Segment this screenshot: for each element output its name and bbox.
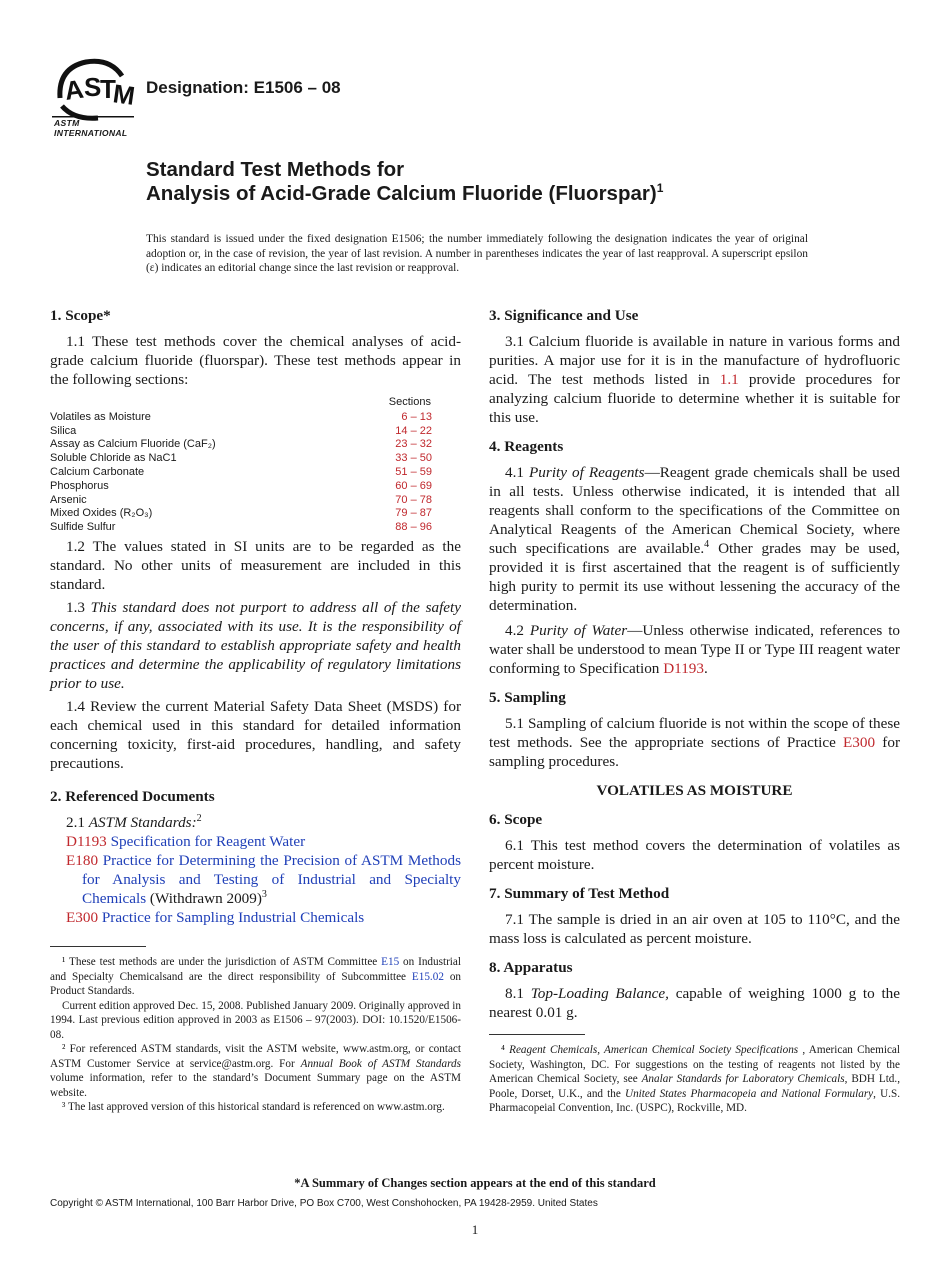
paragraph-1-1: 1.1 These test methods cover the chemical analyses of acid-grade calcium fluoride (fluorspar). These test methods appear in the following sections: <box>50 333 461 388</box>
document-title <box>146 158 846 206</box>
paragraph-1-4: 1.4 Review the current Material Safety Data Sheet (MSDS) for each chemical used in this standard for detailed information concerning toxicity, first-aid procedures, handling, and safety precautions. <box>50 697 461 772</box>
svg-text:S: S <box>84 72 102 102</box>
table-row: Arsenic 70 – 78 <box>50 493 432 506</box>
title-footnote-marker: 1 <box>656 181 664 196</box>
table-row: Volatiles as Moisture 6 – 13 <box>50 410 432 423</box>
section-heading-reagents: 4. Reagents <box>489 438 564 455</box>
paragraph-8-1: 8.1 Top-Loading Balance, capable of weighing 1000 g to the nearest 0.01 g. <box>489 985 901 1021</box>
reference-title-link[interactable]: Specification for Reagent Water <box>110 832 306 850</box>
astm-logo <box>52 54 137 138</box>
paragraph-3-1: 3.1 Calcium fluoride is available in nature in various forms and purities. A major use for it is in the manufacture of hydrofluoric acid. The test methods listed in 1.1 provide procedures for analyzing calcium fluoride to determine whether it is suitable for this use. <box>489 333 901 426</box>
reference-code-link[interactable]: D1193 <box>66 832 107 850</box>
part-heading-volatiles: VOLATILES AS MOISTURE <box>596 782 793 799</box>
committee-link[interactable]: E15 <box>381 956 400 968</box>
footnote-3: ³ The last approved version of this historical standard is referenced on www.astm.org. <box>62 1101 445 1113</box>
section-range-link[interactable]: 51 – 59 <box>395 465 432 478</box>
section-heading-scope: 1. Scope* <box>50 307 111 324</box>
left-column <box>50 306 461 927</box>
section-heading-scope-6: 6. Scope <box>489 811 543 828</box>
table-row: Assay as Calcium Fluoride (CaF₂) 23 – 32 <box>50 438 432 451</box>
footnote-divider <box>489 1034 585 1035</box>
svg-text:T: T <box>100 74 116 104</box>
right-column <box>489 306 900 1022</box>
title-line-1: Standard Test Methods for <box>146 158 405 181</box>
subcommittee-link[interactable]: E15.02 <box>411 970 444 983</box>
section-range-link[interactable]: 60 – 69 <box>395 479 432 492</box>
e300-link[interactable]: E300 <box>843 734 876 751</box>
paragraph-7-1: 7.1 The sample is dried in an air oven at 105 to 110°C, and the mass loss is calculated as percent moisture. <box>489 911 900 947</box>
designation: Designation: E1506 – 08 <box>146 78 341 97</box>
table-row: Soluble Chloride as NaC1 33 – 50 <box>50 452 432 465</box>
paragraph-6-1: 6.1 This test method covers the determination of volatiles as percent moisture. <box>489 837 900 873</box>
footnote-edition: Current edition approved Dec. 15, 2008. Published January 2009. Originally approved in 1994. Last previous edition approved in 2003 as E1506 – 97(2003). DOI: 10.1520/E1506-08. <box>50 999 461 1041</box>
copyright: Copyright © ASTM International, 100 Barr Harbor Drive, PO Box C700, West Conshohocken, PA 19428-2959. United States <box>50 1198 598 1209</box>
footnote-1: ¹ These test methods are under the jurisdiction of ASTM Committee E15 on Industrial and Specialty Chemicalsand are the direct responsibility of Subcommittee E15.02 on Product Standards. <box>50 956 462 997</box>
section-range-link[interactable]: 88 – 96 <box>395 521 432 534</box>
page-number: 1 <box>471 1222 479 1237</box>
section-heading-apparatus: 8. Apparatus <box>489 959 573 976</box>
table-row: Sulfide Sulfur 88 – 96 <box>50 521 432 534</box>
footnotes-right <box>489 1034 900 1116</box>
reference-title-link[interactable]: Practice for Sampling Industrial Chemicals <box>101 908 365 926</box>
d1193-link[interactable]: D1193 <box>663 660 704 677</box>
section-range-link[interactable]: 6 – 13 <box>401 410 432 423</box>
reference-item <box>50 908 461 927</box>
footnote-divider <box>50 946 146 947</box>
paragraph-2-1: 2.1 ASTM Standards:$^2$ <box>66 812 202 831</box>
issued-note: This standard is issued under the fixed designation E1506; the number immediately following the designation indicates the year of original adoption or, in the case of revision, the year of last revision. A number in parentheses indicates the year of last reapproval. A superscript epsilon (ε) indicates an editorial change since the last revision or reapproval. <box>146 233 808 275</box>
reference-title-link[interactable]: Practice for Determining the Precision of ASTM Methods for Analysis and Testing of Industrial and Specialty Chemicals <box>82 851 462 907</box>
footnote-2: ² For referenced ASTM standards, visit the ASTM website, www.astm.org, or contact ASTM Customer Service at service@astm.org. For Annual Book of ASTM Standards volume information, refer to the standard’s Document Summary page on the ASTM website. <box>50 1043 461 1099</box>
section-range-link[interactable]: 33 – 50 <box>395 452 432 465</box>
svg-text:A: A <box>62 73 86 106</box>
section-heading-sampling: 5. Sampling <box>489 689 566 706</box>
section-range-link[interactable]: 14 – 22 <box>395 424 432 437</box>
table-row: Silica 14 – 22 <box>50 424 432 437</box>
sections-table <box>50 395 432 535</box>
paragraph-4-2: 4.2 Purity of Water—Unless otherwise indicated, references to water shall be understood to mean Type II or Type III reagent water conforming to Specification D1193. <box>489 622 901 677</box>
footnote-4: ⁴ Reagent Chemicals, American Chemical Society Specifications , American Chemical Society, Washington, DC. For suggestions on the testing of reagents not listed by the American Chemical Society, see Analar Standards for Laboratory Chemicals, BDH Ltd., Poole, Dorset, U.K., and the United States Pharmacopeia and National Formulary, U.S. Pharmacopeial Convention, Inc. (USPC), Rockville, MD. <box>489 1044 900 1114</box>
title-line-2: Analysis of Acid-Grade Calcium Fluoride (Fluorspar)$^1$ <box>146 181 664 205</box>
sections-header: Sections <box>388 396 431 408</box>
reference-item: E180 Practice for Determining the Precision of ASTM Methods for Analysis and Testing of Industrial and Specialty Chemicals (Withdrawn 2009)$^3$ <box>66 851 462 907</box>
section-range-link[interactable]: 23 – 32 <box>395 438 432 451</box>
section-heading-summary: 7. Summary of Test Method <box>489 885 670 902</box>
section-range-link[interactable]: 70 – 78 <box>395 493 432 506</box>
paragraph-5-1: 5.1 Sampling of calcium fluoride is not within the scope of these test methods. See the appropriate sections of Practice E300 for sampling procedures. <box>489 715 900 770</box>
table-row: Mixed Oxides (R₂O₃) 79 – 87 <box>50 507 432 520</box>
summary-of-changes-note: *A Summary of Changes section appears at the end of this standard <box>294 1176 656 1190</box>
paragraph-1-3: 1.3 This standard does not purport to address all of the safety concerns, if any, associated with its use. It is the responsibility of the user of this standard to establish appropriate safety and health practices and determine the applicability of regulatory limitations prior to use. <box>50 598 462 692</box>
paragraph-4-1: 4.1 Purity of Reagents—Reagent grade chemicals shall be used in all tests. Unless otherwise indicated, it is intended that all reagents shall conform to the specifications of the Committee on Analytical Reagents of the American Chemical Society, where such specifications are available.$^4$ Other grades may be used, provided it is first ascertained that the reagent is of sufficiently high purity to permit its use without lessening the accuracy of the determination. <box>489 464 901 614</box>
reference-item <box>50 832 461 851</box>
section-heading-referenced-documents: 2. Referenced Documents <box>50 787 215 805</box>
paragraph-1-2: 1.2 The values stated in SI units are to be regarded as the standard. No other units of measurement are included in this standard. <box>50 537 461 593</box>
reference-code-link[interactable]: E300 <box>66 908 99 926</box>
section-1-1-link[interactable]: 1.1 <box>719 371 739 388</box>
section-range-link[interactable]: 79 – 87 <box>395 507 432 520</box>
logo-text: ASTM INTERNATIONAL <box>54 118 128 138</box>
footnotes-left <box>50 946 461 1115</box>
table-row: Phosphorus 60 – 69 <box>50 479 432 492</box>
section-heading-significance: 3. Significance and Use <box>489 307 639 324</box>
reference-code-link[interactable]: E180 <box>66 851 99 869</box>
svg-text:M: M <box>111 78 137 111</box>
table-row: Calcium Carbonate 51 – 59 <box>50 465 432 478</box>
